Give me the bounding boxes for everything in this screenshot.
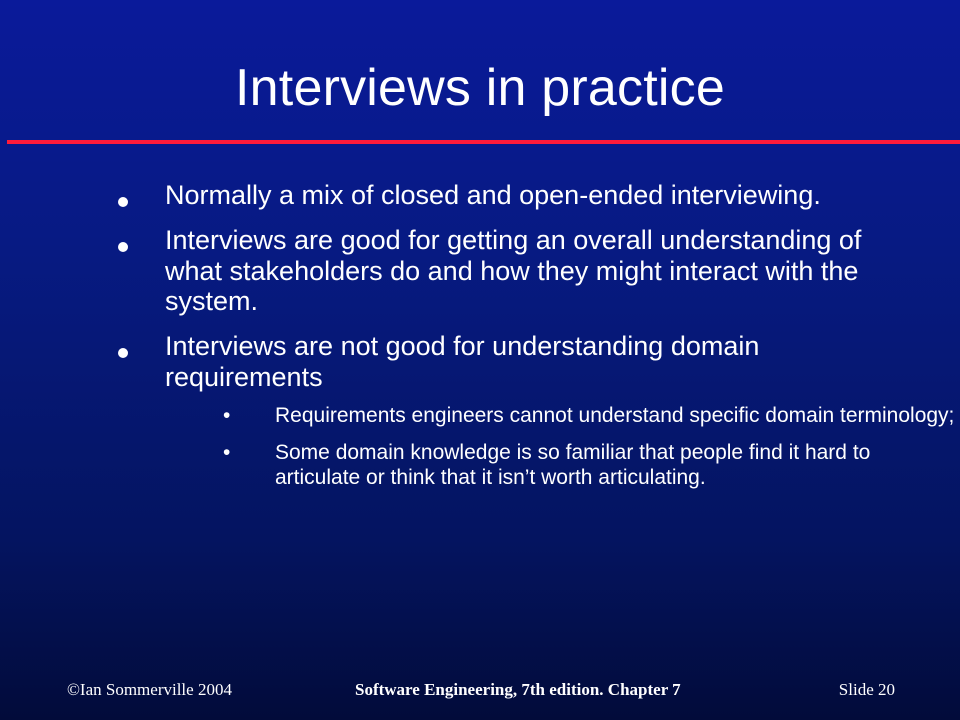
bullet-body [165,331,955,490]
slide-content [118,180,955,490]
bullet-item [118,225,908,317]
bullet-text: Interviews are good for getting an overall understanding of what stakeholders do and how they might interact with the system. [165,224,862,317]
page-title: Interviews in practice [235,59,725,117]
bullet-dot-icon [118,197,128,207]
bullet-item [118,180,908,211]
bullet-text: Normally a mix of closed and open-ended interviewing. [165,180,821,210]
subbullet-item [223,403,955,428]
subbullet-item [223,440,955,490]
slide-footer [0,680,960,704]
subbullet-dot-icon: • [223,403,231,427]
bullet-dot-icon [118,348,128,358]
subbullet-text: Requirements engineers cannot understand specific domain terminology; [275,403,955,427]
footer-course-title: Software Engineering, 7th edition. Chapter 7 [355,680,681,699]
bullet-dot-icon [118,242,128,252]
title-underline [7,140,960,144]
footer-copyright: ©Ian Sommerville 2004 [67,680,232,699]
footer-slide-number: Slide 20 [838,680,895,699]
subbullet-list [223,403,955,491]
bullet-item [118,331,955,490]
subbullet-text: Some domain knowledge is so familiar that people find it hard to articulate or think that it isn’t worth articulating. [275,440,871,489]
subbullet-dot-icon: • [223,440,231,464]
bullet-text: Interviews are not good for understanding domain requirements [165,331,760,392]
